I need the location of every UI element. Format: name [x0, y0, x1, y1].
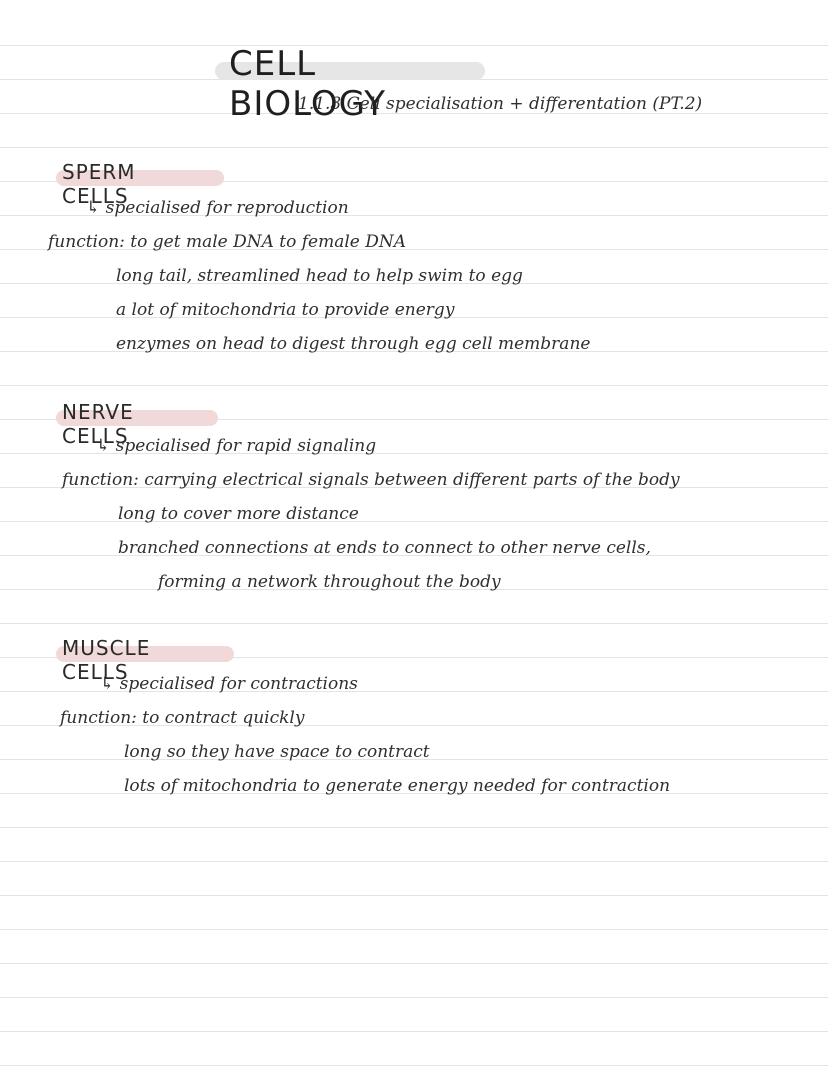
sperm-point-2: a lot of mitochondria to provide energy — [116, 300, 455, 320]
sperm-point-3: enzymes on head to digest through egg cell membrane — [116, 334, 591, 354]
nerve-function: function: carrying electrical signals between different parts of the body — [62, 470, 680, 490]
sperm-specialised: ↳ specialised for reproduction — [86, 198, 349, 218]
heading-text: NERVE CELLS — [62, 400, 134, 448]
sperm-point-1: long tail, streamlined head to help swim to egg — [116, 266, 523, 286]
muscle-function: function: to contract quickly — [60, 708, 305, 728]
page-subtitle: 1.1.3 Cell specialisation + differentation (PT.2) — [298, 94, 703, 114]
sperm-function: function: to get male DNA to female DNA — [48, 232, 407, 252]
muscle-point-2: lots of mitochondria to generate energy needed for contraction — [124, 776, 671, 796]
muscle-point-1: long so they have space to contract — [124, 742, 430, 762]
nerve-point-2: branched connections at ends to connect to other nerve cells, — [118, 538, 651, 558]
nerve-point-1: long to cover more distance — [118, 504, 359, 524]
page-title: CELL BIOLOGY — [229, 44, 387, 124]
heading-text: MUSCLE CELLS — [62, 636, 151, 684]
nerve-specialised: ↳ specialised for rapid signaling — [96, 436, 377, 456]
nerve-point-3: forming a network throughout the body — [158, 572, 501, 592]
muscle-specialised: ↳ specialised for contractions — [100, 674, 358, 694]
heading-text: SPERM CELLS — [62, 160, 136, 208]
